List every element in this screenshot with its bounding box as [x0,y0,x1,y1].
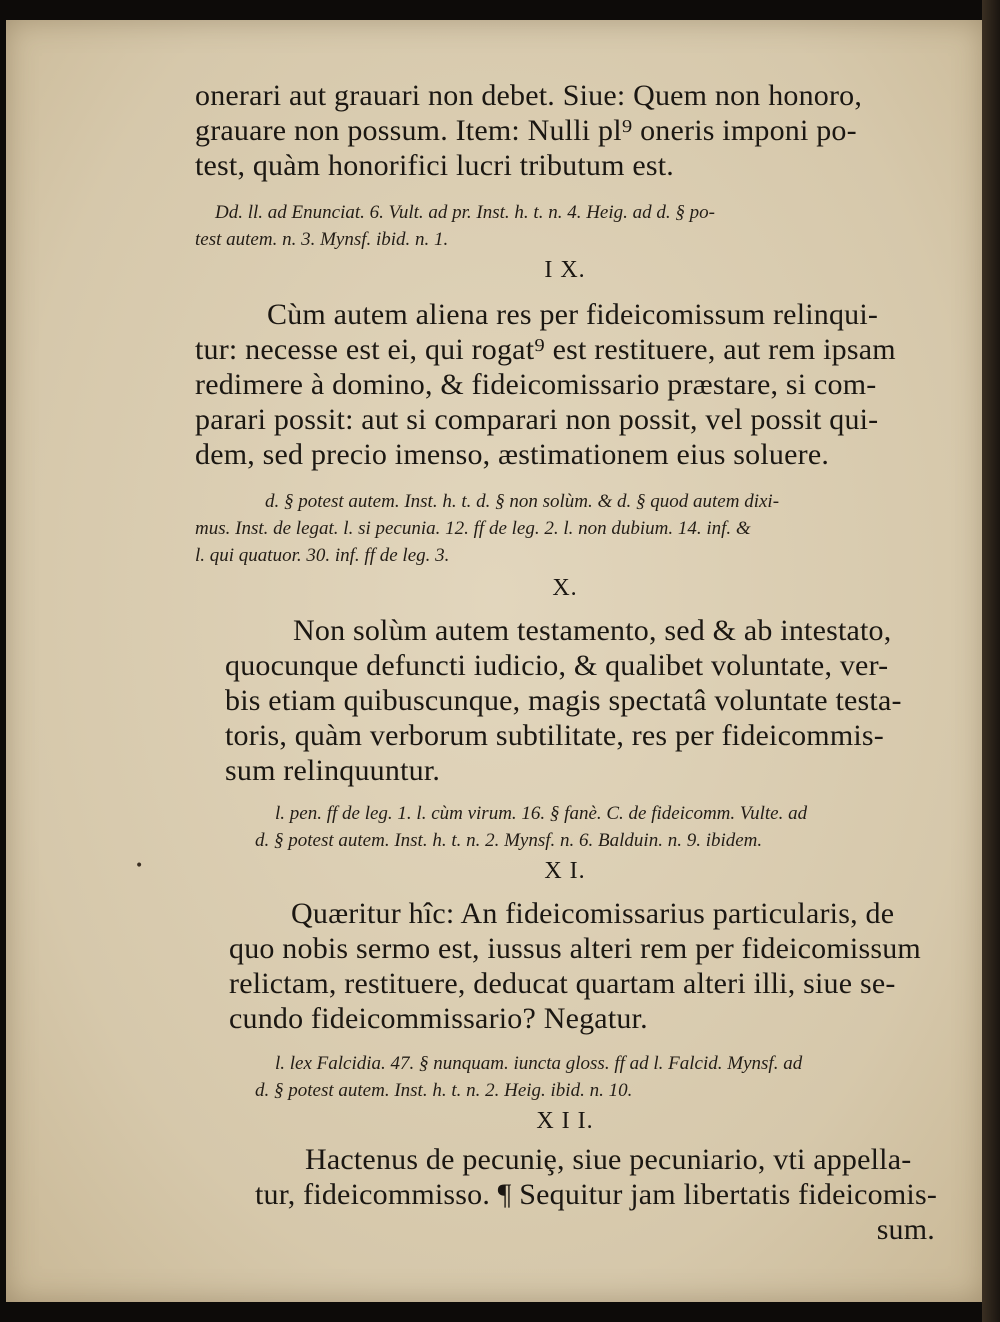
section-11 [195,856,935,1104]
citation-line: d. § potest autem. Inst. h. t. n. 2. Heig. ibid. n. 10. [255,1080,633,1101]
section-heading: X I I. [536,1108,594,1134]
text-line: grauare non possum. Item: Nulli pl⁹ oneris imponi po- [195,114,857,147]
section-heading: X I. [544,858,586,884]
text-line: sum relinquuntur. [225,754,441,787]
page-text [195,78,938,1247]
paragraph [195,896,935,1036]
citation [195,1050,935,1104]
citation-line: mus. Inst. de legat. l. si pecunia. 12. ff de leg. 2. l. non dubium. 14. inf. & [195,518,751,539]
citation [195,488,935,569]
citation-line: test autem. n. 3. Mynsf. ibid. n. 1. [195,229,449,250]
section-8-tail [195,78,935,253]
text-line: Hactenus de pecuniȩ, siue pecuniario, vti appella- [305,1143,912,1176]
paragraph [195,297,935,472]
catchword: sum. [876,1213,935,1246]
text-line: redimere à domino, & fideicomissario præstare, si com- [195,368,877,401]
section-10 [195,573,935,854]
citation-line: l. pen. ff de leg. 1. l. cùm virum. 16. § fanè. C. de fideicomm. Vulte. ad [275,803,808,824]
section-heading: I X. [544,257,586,283]
text-line: Quæritur hîc: An fideicomissarius particularis, de [291,897,895,930]
section-heading: X. [552,575,578,601]
paragraph [195,613,935,788]
text-line: parari possit: aut si comparari non possit, vel possit qui- [195,403,879,436]
citation [195,199,935,253]
text-line: quocunque defuncti iudicio, & qualibet voluntate, ver- [225,649,889,682]
text-line: bis etiam quibuscunque, magis spectatâ voluntate testa- [225,684,902,717]
text-line: Non solùm autem testamento, sed & ab intestato, [293,614,892,647]
text-line: toris, quàm verborum subtilitate, res per fideicommis- [225,719,884,752]
text-line: tur: necesse est ei, qui rogat⁹ est restituere, aut rem ipsam [195,333,896,366]
margin-mark: • [135,858,144,874]
text-line: Cùm autem aliena res per fideicomissum relinqui- [267,298,879,331]
text-line: quo nobis sermo est, iussus alteri rem per fideicomissum [229,932,921,965]
text-line: test, quàm honorifici lucri tributum est. [195,149,674,182]
text-line: relictam, restituere, deducat quartam alteri illi, siue se- [229,967,896,1000]
text-line: onerari aut grauari non debet. Siue: Quem non honoro, [195,79,863,112]
paragraph [195,1142,938,1247]
section-9 [195,255,935,569]
paragraph [195,78,935,183]
citation-line: d. § potest autem. Inst. h. t. d. § non solùm. & d. § quod autem dixi- [265,491,780,512]
citation-line: Dd. ll. ad Enunciat. 6. Vult. ad pr. Inst. h. t. n. 4. Heig. ad d. § po- [215,202,715,223]
text-line: tur, fideicommisso. ¶ Sequitur jam libertatis fideicomis- [255,1178,938,1211]
section-12 [195,1106,938,1247]
text-line: dem, sed precio imenso, æstimationem eius soluere. [195,438,830,471]
citation-line: l. lex Falcidia. 47. § nunquam. iuncta gloss. ff ad l. Falcid. Mynsf. ad [275,1053,803,1074]
citation-line: l. qui quatuor. 30. inf. ff de leg. 3. [195,545,450,566]
citation [195,800,935,854]
citation-line: d. § potest autem. Inst. h. t. n. 2. Mynsf. n. 6. Balduin. n. 9. ibidem. [255,830,763,851]
page-edge [982,0,1000,1322]
text-line: cundo fideicommissario? Negatur. [229,1002,648,1035]
